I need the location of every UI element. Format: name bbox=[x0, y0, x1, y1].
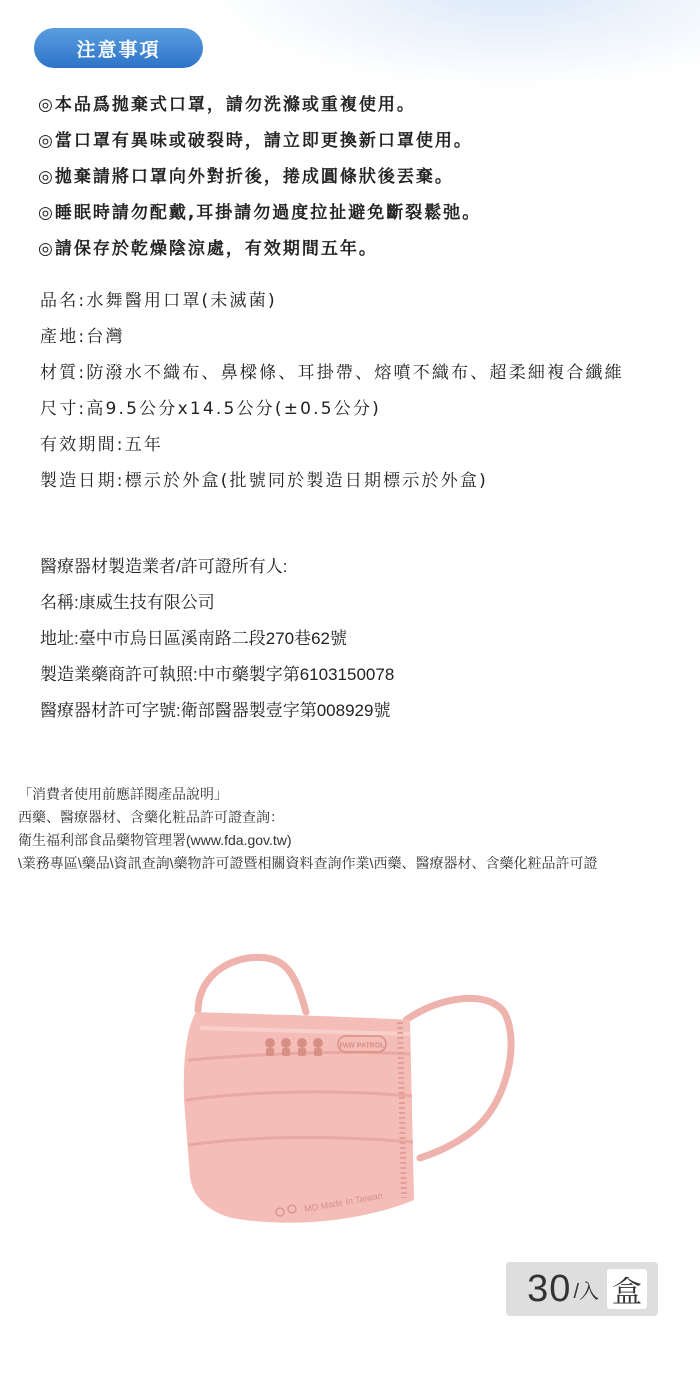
spec-shelf-life: 有效期間:五年 bbox=[40, 435, 164, 455]
consumer-note-line: \業務專區\藥品\資訊查詢\藥物許可證暨相關資料查詢作業\西藥、醫療器材、含藥化粧品許可證 bbox=[18, 855, 598, 871]
consumer-note bbox=[18, 783, 597, 875]
spec-origin: 產地:台灣 bbox=[40, 327, 125, 347]
notice-item: ◎睡眠時請勿配戴,耳掛請勿過度拉扯避免斷裂鬆弛。 bbox=[38, 203, 482, 223]
spec-manufacture-date: 製造日期:標示於外盒(批號同於製造日期標示於外盒) bbox=[40, 471, 488, 491]
box-label: 盒 bbox=[607, 1269, 647, 1309]
notice-title-badge: 注意事項 bbox=[34, 28, 203, 68]
spec-material: 材質:防潑水不織布、鼻樑條、耳掛帶、熔噴不織布、超柔細複合纖維 bbox=[40, 363, 624, 383]
notice-list bbox=[38, 90, 481, 270]
mask-product-image bbox=[170, 950, 530, 1240]
manufacturer-license: 製造業藥商許可執照:中市藥製字第6103150078 bbox=[40, 665, 395, 684]
notice-item: ◎本品爲拋棄式口罩，請勿洗滌或重複使用。 bbox=[38, 95, 416, 115]
consumer-note-line: 衛生福利部食品藥物管理署(www.fda.gov.tw) bbox=[18, 832, 292, 848]
spec-size: 尺寸:高9.5公分x14.5公分(±0.5公分) bbox=[40, 399, 382, 419]
manufacturer-heading: 醫療器材製造業者/許可證所有人: bbox=[40, 557, 288, 576]
notice-item: ◎當口罩有異味或破裂時，請立即更換新口罩使用。 bbox=[38, 131, 473, 151]
consumer-note-line: 西藥、醫療器材、含藥化粧品許可證查詢： bbox=[18, 809, 284, 825]
device-license-number: 醫療器材許可字號:衛部醫器製壹字第008929號 bbox=[40, 701, 391, 720]
notice-item: ◎請保存於乾燥陰涼處，有效期間五年。 bbox=[38, 239, 378, 259]
mask-print-badge: PAW PATROL bbox=[339, 1042, 385, 1050]
manufacturer-name: 名稱:康威生技有限公司 bbox=[40, 593, 215, 612]
product-spec-list bbox=[40, 283, 624, 499]
consumer-note-line: 「消費者使用前應詳閱產品說明」 bbox=[18, 786, 228, 802]
package-unit: /入 bbox=[573, 1280, 599, 1303]
manufacturer-address: 地址:臺中市烏日區溪南路二段270巷62號 bbox=[40, 629, 347, 648]
header-glow bbox=[200, 0, 700, 90]
package-count: 30 bbox=[527, 1267, 572, 1310]
mask-print-made-in: MD Made In Taiwan bbox=[303, 1190, 384, 1214]
notice-item: ◎拋棄請將口罩向外對折後，捲成圓條狀後丟棄。 bbox=[38, 167, 454, 187]
manufacturer-info bbox=[40, 549, 394, 729]
spec-product-name: 品名:水舞醫用口罩(未滅菌) bbox=[40, 291, 277, 311]
package-count-badge bbox=[506, 1262, 658, 1316]
